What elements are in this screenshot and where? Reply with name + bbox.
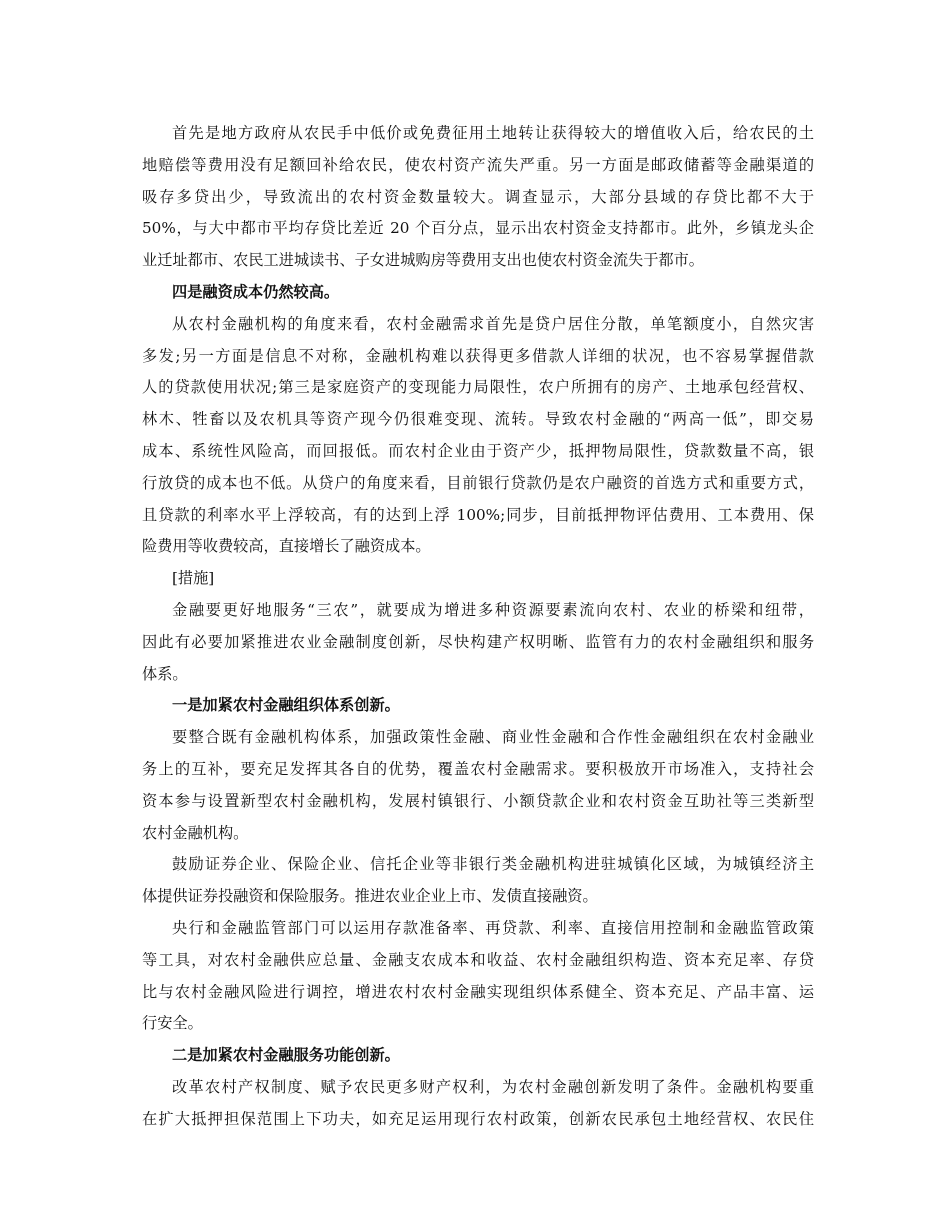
section-heading: 二是加紧农村金融服务功能创新。 [172, 1046, 400, 1065]
paragraph-line: 险费用等收费较高，直接增长了融资成本。 [142, 537, 431, 556]
paragraph-line: 人的贷款使用状况;第三是家庭资产的变现能力局限性，农户所拥有的房产、土地承包经营权、 [142, 378, 814, 397]
paragraph-line: 首先是地方政府从农民手中低价或免费征用土地转让获得较大的增值收入后，给农民的土 [172, 124, 814, 142]
paragraph-line: 鼓励证券企业、保险企业、信托企业等非银行类金融机构进驻城镇化区域，为城镇经济主 [172, 855, 814, 874]
paragraph-line: 成本、系统性风险高，而回报低。而农村企业由于资产少，抵押物局限性，贷款数量不高，银 [142, 441, 814, 460]
paragraph-line: 改革农村产权制度、赋予农民更多财产权利，为农村金融创新发明了条件。金融机构要重 [172, 1077, 814, 1096]
paragraph-line: 50%，与大中都市平均存贷比差近 20 个百分点，显示出农村资金支持都市。此外，乡镇龙头企 [142, 219, 814, 238]
paragraph-line: 吸存多贷出少，导致流出的农村资金数量较大。调查显示，大部分县域的存贷比都不大于 [142, 187, 814, 206]
paragraph-line: 林木、牲畜以及农机具等资产现今仍很难变现、流转。导致农村金融的“两高一低”，即交易 [142, 410, 814, 429]
paragraph-line: 多发;另一方面是信息不对称，金融机构难以获得更多借款人详细的状况，也不容易掌握借款 [142, 346, 814, 365]
paragraph-line: 且贷款的利率水平上浮较高，有的达到上浮 100%;同步，目前抵押物评估费用、工本费用、保 [142, 505, 814, 524]
paragraph-line: 农村金融机构。 [142, 823, 249, 842]
paragraph-line: 金融要更好地服务“三农”，就要成为增进多种资源要素流向农村、农业的桥梁和纽带， [172, 600, 814, 619]
paragraph-line: 央行和金融监管部门可以运用存款准备率、再贷款、利率、直接信用控制和金融监管政策 [172, 918, 814, 937]
section-heading: 一是加紧农村金融组织体系创新。 [172, 696, 400, 715]
paragraph-line: 因此有必要加紧推进农业金融制度创新，尽快构建产权明晰、监管有力的农村金融组织和服务 [142, 632, 814, 651]
paragraph-line: 行安全。 [142, 1014, 203, 1033]
paragraph-line: 在扩大抵押担保范围上下功夫，如充足运用现行农村政策，创新农民承包土地经营权、农民住 [142, 1109, 814, 1128]
paragraph-line: 体系。 [142, 664, 188, 683]
section-heading: 四是融资成本仍然较高。 [172, 282, 340, 301]
paragraph-line: 体提供证券投融资和保险服务。推进农业企业上市、发债直接融资。 [142, 887, 598, 906]
section-heading-measures: [措施] [172, 569, 215, 588]
paragraph-line: 等工具，对农村金融供应总量、金融支农成本和收益、农村金融组织构造、资本充足率、存贷 [142, 950, 814, 969]
paragraph-line: 资本参与设置新型农村金融机构，发展村镇银行、小额贷款企业和农村资金互助社等三类新型 [142, 791, 814, 810]
paragraph-line: 业迁址都市、农民工进城读书、子女进城购房等费用支出也使农村资金流失于都市。 [142, 251, 704, 270]
paragraph-line: 从农村金融机构的角度来看，农村金融需求首先是贷户居住分散，单笔额度小，自然灾害 [172, 314, 814, 333]
paragraph-line: 务上的互补，要充足发挥其各自的优势，覆盖农村金融需求。要积极放开市场准入，支持社会 [142, 759, 814, 778]
document-body [142, 118, 814, 1136]
paragraph-line: 行放贷的成本也不低。从贷户的角度来看，目前银行贷款仍是农户融资的首选方式和重要方式， [142, 473, 814, 492]
paragraph-line: 比与农村金融风险进行调控，增进农村农村金融实现组织体系健全、资本充足、产品丰富、运 [142, 982, 814, 1001]
paragraph-line: 要整合既有金融机构体系，加强政策性金融、商业性金融和合作性金融组织在农村金融业 [172, 728, 814, 747]
paragraph-line: 地赔偿等费用没有足额回补给农民，使农村资产流失严重。另一方面是邮政储蓄等金融渠道的 [142, 155, 814, 174]
